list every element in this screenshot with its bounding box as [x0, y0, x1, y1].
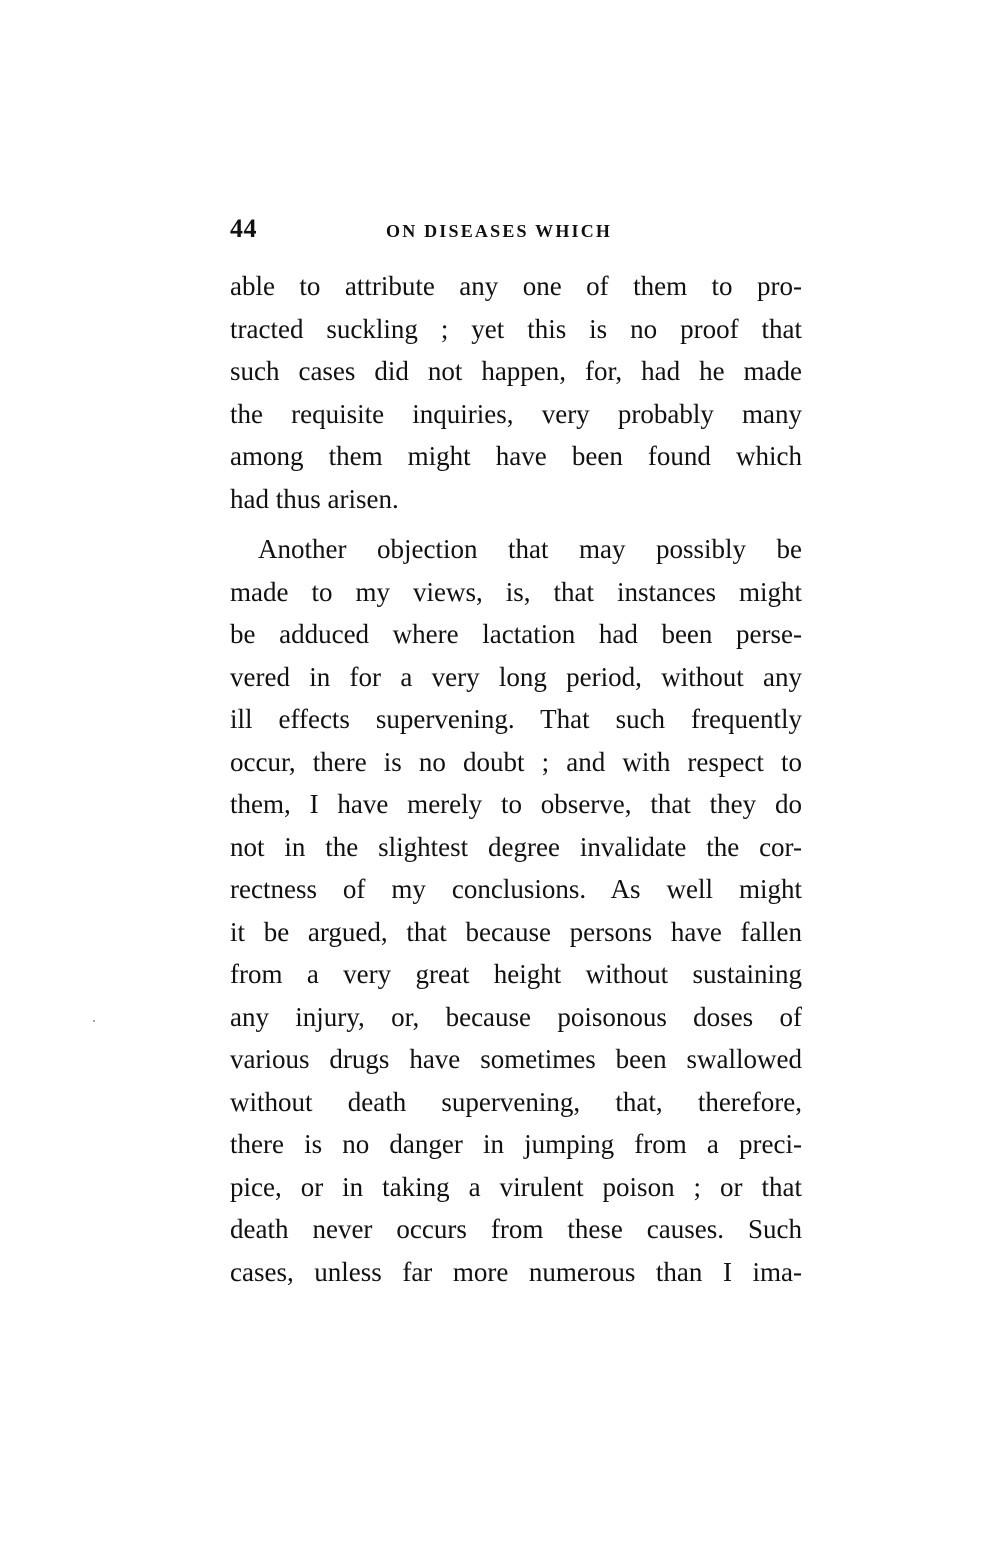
ink-speck — [93, 1020, 95, 1022]
text-line: occur, there is no doubt ; and with respect to — [230, 746, 802, 777]
text-line: not in the slightest degree invalidate the cor- — [230, 831, 802, 862]
text-line: had thus arisen. — [230, 483, 399, 514]
text-line: pice, or in taking a virulent poison ; or that — [230, 1171, 802, 1202]
text-line: them, I have merely to observe, that they do — [230, 789, 802, 819]
text-line: made to my views, is, that instances might — [230, 576, 802, 607]
text-line: it be argued, that because persons have fallen — [230, 916, 802, 947]
paragraph-gap — [230, 520, 802, 528]
page-header — [230, 214, 802, 248]
text-line: from a very great height without sustaining — [230, 959, 802, 989]
paragraph-2 — [230, 528, 802, 1293]
text-line: such cases did not happen, for, had he made — [230, 356, 802, 386]
paragraph-1 — [230, 265, 802, 520]
running-head: ON DISEASES WHICH — [386, 221, 613, 241]
text-line: tracted suckling ; yet this is no proof that — [230, 313, 802, 344]
text-line: vered in for a very long period, without any — [230, 661, 802, 692]
text-line: be adduced where lactation had been perse- — [230, 619, 802, 649]
text-line: death never occurs from these causes. Such — [230, 1214, 802, 1244]
text-line: various drugs have sometimes been swallowed — [230, 1044, 802, 1074]
text-line: able to attribute any one of them to pro- — [230, 271, 802, 301]
text-line: the requisite inquiries, very probably many — [230, 398, 802, 429]
text-line: any injury, or, because poisonous doses of — [230, 1001, 802, 1032]
text-line: ill effects supervening. That such frequently — [230, 704, 802, 734]
text-line: there is no danger in jumping from a preci- — [230, 1129, 802, 1159]
text-line: rectness of my conclusions. As well might — [230, 874, 802, 904]
text-line: among them might have been found which — [230, 441, 802, 471]
text-line: cases, unless far more numerous than I ima- — [230, 1256, 802, 1287]
text-line: Another objection that may possibly be — [258, 534, 802, 564]
body-text — [230, 265, 802, 1293]
text-line: without death supervening, that, therefore, — [230, 1086, 802, 1117]
page-number: 44 — [230, 214, 257, 243]
